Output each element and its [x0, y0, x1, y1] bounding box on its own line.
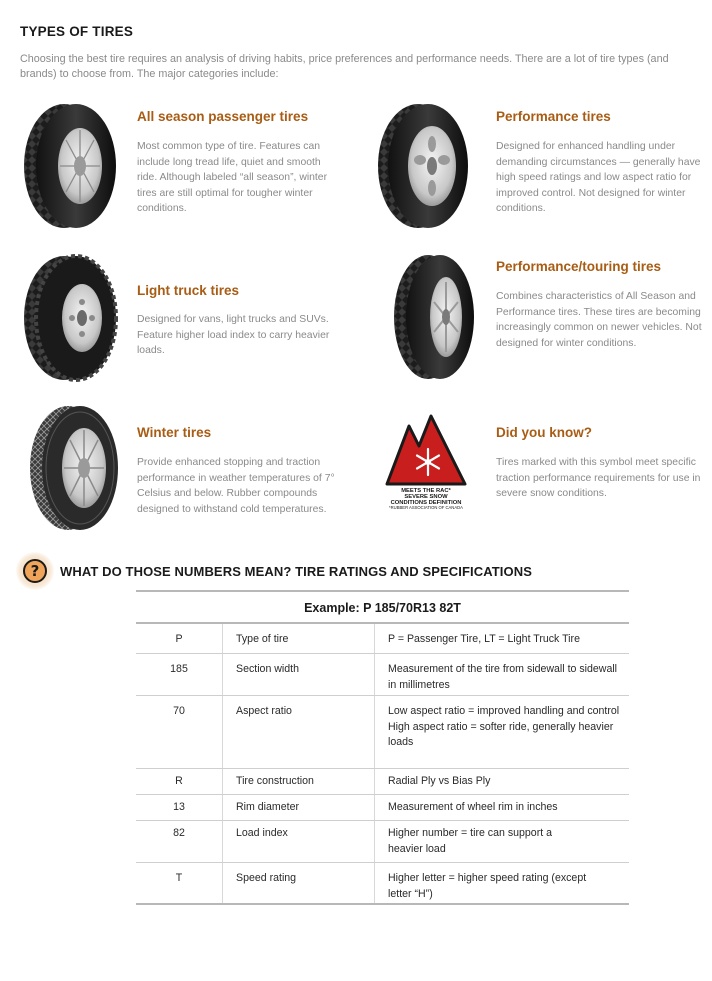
- row-code: 13: [173, 801, 185, 813]
- category-desc-winter: Provide enhanced stopping and traction performance in weather temperatures of 7° Celsius and below. Rubber compounds designed to withstand cold temperatures.: [137, 457, 335, 515]
- row-name: Section width: [236, 663, 300, 675]
- category-title-winter: Winter tires: [137, 425, 212, 440]
- question-icon: ?: [23, 559, 47, 583]
- row-name: Type of tire: [236, 633, 289, 645]
- severe-snow-symbol-icon: [383, 412, 469, 510]
- row-meaning: Radial Ply vs Bias Ply: [388, 775, 491, 787]
- category-title-light-truck: Light truck tires: [137, 283, 240, 298]
- table-row: [136, 624, 629, 654]
- row-meaning-line: High aspect ratio = softer ride, generally heavier loads: [388, 720, 614, 748]
- winter-tire-image: [26, 402, 122, 534]
- category-desc-performance-touring: Combines characteristics of All Season and Performance tires. These tires are becoming increasingly common on newer vehicles. Not designed for winter conditions.: [496, 291, 702, 349]
- table-row: [136, 863, 629, 905]
- row-code: T: [175, 872, 183, 884]
- category-desc-did-you-know: Tires marked with this symbol meet specific traction performance requirements for use in severe snow conditions.: [496, 457, 701, 499]
- row-code: R: [175, 775, 183, 787]
- row-meaning: Higher letter = higher speed rating (except letter “H”): [388, 872, 587, 900]
- symbol-line-3: CONDITIONS DEFINITION: [390, 500, 462, 506]
- question-badge: [16, 552, 54, 590]
- table-row: [136, 821, 629, 863]
- row-name: Speed rating: [236, 872, 297, 884]
- symbol-line-4: *RUBBER ASSOCIATION OF CANADA: [389, 505, 463, 510]
- table-row: [136, 769, 629, 795]
- table-row: [136, 696, 629, 769]
- category-title-performance: Performance tires: [496, 109, 611, 124]
- row-name: Aspect ratio: [236, 705, 292, 717]
- performance-touring-tire-image: [390, 252, 480, 382]
- page-title: TYPES OF TIRES: [20, 24, 134, 39]
- category-title-performance-touring: Performance/touring tires: [496, 259, 662, 274]
- ratings-section-title: WHAT DO THOSE NUMBERS MEAN? TIRE RATINGS AND SPECIFICATIONS: [60, 564, 532, 579]
- light-truck-tire-image: [20, 252, 120, 384]
- symbol-line-1: MEETS THE RAC*: [401, 488, 451, 494]
- row-meaning: [388, 704, 620, 751]
- performance-tire-image: [372, 100, 472, 232]
- row-meaning: Measurement of wheel rim in inches: [388, 801, 558, 813]
- row-name: Rim diameter: [236, 801, 299, 813]
- intro-text: Choosing the best tire requires an analysis of driving habits, price preferences and performance needs. There are a lot of tire types (and brands) to choose from. The major categories include:: [20, 53, 669, 80]
- symbol-line-2: SEVERE SNOW: [404, 494, 448, 500]
- tire-spec-table: [136, 590, 629, 905]
- row-meaning: P = Passenger Tire, LT = Light Truck Tire: [388, 633, 580, 645]
- category-desc-all-season: Most common type of tire. Features can include long tread life, quiet and smooth ride. Although labeled “all season”, winter tires are still optimal for tougher winter conditions.: [137, 141, 328, 214]
- row-meaning: Measurement of the tire from sidewall to sidewall in millimetres: [388, 663, 618, 691]
- row-code: P: [175, 633, 183, 645]
- row-name: Load index: [236, 827, 288, 839]
- example-code: Example: P 185/70R13 82T: [136, 592, 629, 624]
- all-season-tire-image: [20, 100, 120, 232]
- row-code: 82: [173, 827, 185, 839]
- category-desc-light-truck: Designed for vans, light trucks and SUVs. Feature higher load index to carry heavier loads.: [137, 314, 330, 356]
- row-meaning-line: Low aspect ratio = improved handling and control: [388, 705, 620, 717]
- row-name: Tire construction: [236, 775, 314, 787]
- row-meaning: Higher number = tire can support a heavier load: [388, 827, 552, 855]
- category-desc-performance: Designed for enhanced handling under demanding circumstances — generally have high speed ratings and low aspect ratio for improved control. Not designed for winter conditions.: [496, 141, 701, 214]
- category-title-all-season: All season passenger tires: [137, 109, 309, 124]
- row-code: 185: [170, 663, 188, 675]
- table-row: [136, 654, 629, 696]
- table-row: [136, 795, 629, 821]
- row-code: 70: [173, 705, 185, 717]
- category-title-did-you-know: Did you know?: [496, 425, 592, 440]
